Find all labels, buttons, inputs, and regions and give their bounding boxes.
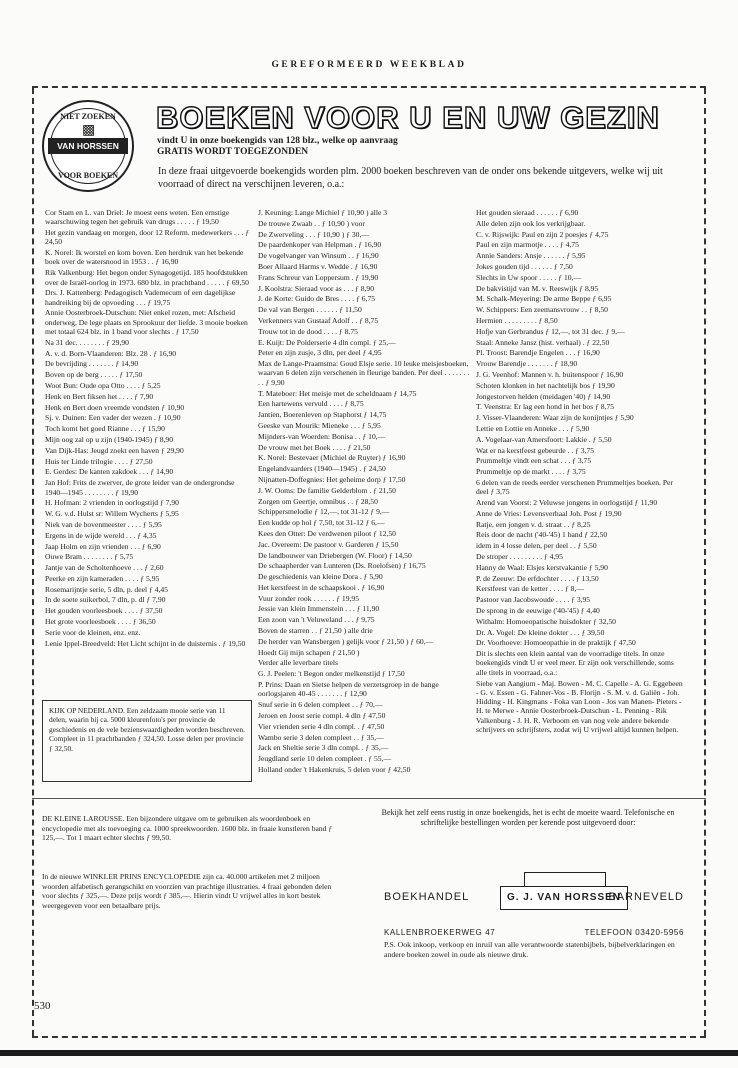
book-entry: Schoten klonken in het nachtelijk bos ƒ 19,90 [476,380,615,390]
border-top [32,86,706,88]
book-entry: Paul en zijn marmotje . . . . ƒ 4,75 [476,240,579,250]
book-entry: Lenie Ippel-Breedveld: Het Licht schijnt in de duisternis . ƒ 19,50 [45,638,246,648]
book-entry: Snuf serie in 6 delen compleet . . ƒ 70,— [258,700,383,710]
shop-roof-shape [524,872,606,887]
book-list-column-3 [476,208,684,736]
shop-address-line [384,928,684,937]
book-entry: Holland onder 't Hakenkruis, 5 delen voor ƒ 42,50 [258,764,411,774]
book-entry: Jack en Sheltie serie 3 dln compl. . ƒ 35,— [258,743,389,753]
book-entry: A. Vogelaar-van Amersfoort: Lakkie . ƒ 5,50 [476,434,612,444]
book-entry: Engelandvaarders (1940—1945) . ƒ 24,50 [258,464,386,474]
book-entry: J. Visser-Vlaanderen: Waar zijn de konijntjes ƒ 5,90 [476,413,634,423]
seal-top-text: NIET ZOEKEN [60,112,116,121]
book-entry: Na 31 dec. . . . . . . . ƒ 29,90 [45,337,129,347]
book-entry: Het gouden voorleesboek . . . . ƒ 37,50 [45,606,163,616]
book-entry: De val van Bergen . . . . . . ƒ 11,50 [258,305,362,315]
book-entry: Vuur zonder rook . . . . . . ƒ 19,95 [258,593,359,603]
book-entry: Ratje, een jongen v. d. straat . . ƒ 8,25 [476,519,591,529]
book-entry: A. v. d. Born-Vlaanderen: Blz. 28 . ƒ 16,90 [45,348,177,358]
book-entry: De vrouw met het Boek . . . . ƒ 21,50 [258,442,371,452]
book-entry: T. Mateboer: Het meisje met de scheldnaam ƒ 14,75 [258,388,417,398]
postscript: P.S. Ook inkoop, verkoop en inruil van alle verantwoorde statenbijbels, bijbelverklaringen en andere boeken zowel in oude als nieuwe druk. [384,940,675,959]
book-entry: Henk en Bert fiksen het . . . . ƒ 7,90 [45,391,154,401]
book-entry: Arend van Voorst: 2 Veluwse jongens in oorlogstijd ƒ 11,90 [476,498,658,508]
book-entry: Jeroen en Joost serie compl. 4 dln ƒ 47,50 [258,710,386,720]
book-entry: Verkenners van Gustaaf Adolf . . ƒ 8,75 [258,315,379,325]
book-entry: De geschiedenis van kleine Dora . ƒ 5,90 [258,572,383,582]
subheadline-line-1: vindt U in onze boekengids van 128 blz., welke op aanvraag [157,136,398,146]
book-entry: Annie Oosterbroek-Dutschun: Niet enkel rozen, met: Afscheid onderweg, De lege plaats en Sprookuur der liefde. 3 mooie boeken met totaal 624 blz. in 1 band voor slechts . ƒ 17,50 [45,308,248,337]
running-head: GEREFORMEERD WEEKBLAD [271,60,467,70]
book-entry: Staal: Anneke Jansz (hist. verhaal) . ƒ 22,50 [476,337,610,347]
shop-name: G. J. VAN HORSSEN [500,886,628,910]
book-entry: Alle delen zijn ook los verkrijgbaar. [476,218,586,228]
book-entry: Ergens in de wijde wereld . . . ƒ 4,35 [45,530,157,540]
book-entry: Annie Sanders: Ansje . . . . . . ƒ 5,95 [476,251,586,261]
book-entry: Trouw tot in de dood . . . . ƒ 8,75 [258,326,358,336]
shop-label-left: BOEKHANDEL [384,891,470,903]
book-entry: Een zoon van 't Veluweland . . . ƒ 9,75 [258,615,375,625]
book-entry: Rosemarijntje serie, 5 dln, p. deel ƒ 4,45 [45,584,168,594]
book-entry: De sprong in de eeuwige ('40-'45) ƒ 4,40 [476,605,600,615]
book-entry: Pastoor van Jacobswoude . . . . ƒ 3,95 [476,595,591,605]
book-entry: Een kudde op hol ƒ 7,50, tot 31-12 ƒ 6,— [258,518,385,528]
book-entry: W. Schippers: Een zeemansvrouw . . ƒ 8,50 [476,305,608,315]
book-entry: Wambo serie 3 delen compleet . . ƒ 35,— [258,732,384,742]
book-entry: Lettie en Lottie en Anneke . . . ƒ 5,90 [476,423,590,433]
book-entry: H. Hofman: 2 vrienden in oorlogstijd ƒ 7,90 [45,498,179,508]
book-entry: idem in 4 losse delen, per deel . . ƒ 5,50 [476,541,597,551]
book-entry: Niek van de bovenmeester . . . . ƒ 5,95 [45,519,162,529]
book-entry: De schaapherder van Lunteren (Ds. Roelofsen) ƒ 16,75 [258,561,426,571]
book-list-column-1 [45,208,250,649]
book-entry: Prummeltje vindt een schat . . . ƒ 3,75 [476,456,592,466]
book-entry: Kees den Otter: De verdwenen piloot ƒ 12,50 [258,528,396,538]
book-entry: Boer Allaard Harms v. Wedde . ƒ 16,90 [258,261,378,271]
book-entry: Peerke en zijn kameraden . . . . ƒ 5,95 [45,573,160,583]
book-entry: Peter en zijn zusje, 3 dln, per deel ƒ 4,95 [258,348,382,358]
book-entry: Cor Stam en L. van Driel: Je moest eens weten. Een ernstige waarschuwing tegen het gebruik van drugs . . . . . ƒ 19,50 [45,208,230,227]
book-entry: De bakvistijd van M. v. Reeswijk ƒ 8,95 [476,283,599,293]
book-entry: De Zwerveling . . . ƒ 10,90 ) ƒ 30,— [258,229,369,239]
book-entry: Het kerstfeest in de schaapskooi . ƒ 16,90 [258,582,385,592]
book-entry: De herder van Wansbergen ) gelijk voor ƒ 21,50 ) ƒ 60,— [258,636,434,646]
book-entry: Pl. Troost: Barendje Engelen . . . ƒ 16,90 [476,348,600,358]
book-entry: E. Kuijt: De Polderserie 4 dln compl. ƒ 25,— [258,337,396,347]
book-entry: De paardenkoper van Helpman . ƒ 16,90 [258,240,382,250]
book-entry: M. Schalk-Meyering: De arme Beppe ƒ 6,95 [476,294,612,304]
book-entry: Withalm: Homoeopatische huisdokter ƒ 32,50 [476,616,616,626]
book-entry: De landbouwer van Driebergen (W. Floor) ƒ 14,50 [258,550,412,560]
book-entry: Hanny de Waal: Elsjes kerstvakantie ƒ 5,90 [476,562,608,572]
book-entry: J. de Korte: Guido de Bres . . . . ƒ 6,75 [258,294,376,304]
book-entry: Anne de Vries: Levensverhaal Joh. Post ƒ 19,90 [476,508,622,518]
book-entry: De stroper . . . . . . . . . ƒ 4,95 [476,552,563,561]
book-entry: Huis ter Linde trilogie . . . . ƒ 27,50 [45,456,153,466]
book-entry: Frans Schreur van Loppersum . ƒ 19,90 [258,272,379,282]
book-entry: J. Keuning: Lange Michiel ƒ 10,90 ) alle 3 [258,208,388,217]
book-entry: Jantje van de Scholtenhoeve . . . ƒ 2,60 [45,563,164,573]
book-entry: Van Dijk-Has: Jeugd zoekt een haven ƒ 29,90 [45,445,184,455]
headline: BOEKEN VOOR U EN UW GEZIN [156,100,660,135]
book-entry: Dr. A. Vogel: De kleine dokter . . . ƒ 39,50 [476,627,605,637]
book-entry: Het grote voorleesboek . . . . ƒ 36,50 [45,617,156,627]
book-entry: De vogelvanger van Winsum . . ƒ 16,90 [258,251,379,261]
book-entry: Jeugdland serie 10 delen compleet . ƒ 55,— [258,754,392,764]
book-entry: Nijnatten-Doffegnies: Het geheime dorp ƒ 17,50 [258,474,406,484]
book-entry: Prummeltje op de markt . . . . ƒ 3,75 [476,467,586,477]
bottom-rule [0,1050,738,1056]
book-entry: 6 delen van de reeds eerder verschenen Prummeltjes boeken. Per deel ƒ 3,75 [476,477,673,497]
book-entry: Serie voor de kleinen, enz. enz. [45,627,141,637]
shop-label-right: BARNEVELD [608,891,684,903]
subheadline-line-2: GRATIS WORDT TOEGEZONDEN [157,147,309,157]
book-entry: Een hartewens vervuld . . . . ƒ 8,75 [258,399,364,409]
book-entry: Reis door de nacht ('40-'45) 1 band ƒ 22,50 [476,530,608,540]
book-entry: J. Koolstra: Sieraad voor as . . . ƒ 8,90 [258,283,374,293]
book-entry: K. Norel: Ik worstel en kom boven. Een herdruk van het bekende boek over de watersnood in 1953 . . ƒ 16,90 [45,248,244,267]
book-entry: W. G. v.d. Hulst sr: Willem Wycherts ƒ 5,95 [45,509,179,519]
book-entry: Hoedt Gij mijn schapen ƒ 21,50 ) [258,647,360,657]
book-entry: Jokes gouden tijd . . . . . . ƒ 7,50 [476,261,573,271]
order-invitation: Bekijk het zelf eens rustig in onze boekengids, het is echt de moeite waard. Telefonische en schriftelijke bestellingen worden per kerende post uitgevoerd door: [381,808,675,827]
book-entry: Zorgen om Geertje, omnibus . . ƒ 28,50 [258,496,378,506]
book-entry: Verder alle leverbare titels [258,658,338,668]
book-entry: Het gezin vandaag en morgen, door 12 Reform. medewerkers . . . ƒ 24,50 [45,228,250,247]
winkler-prins-ad: In de nieuwe WINKLER PRINS ENCYCLOPEDIE zijn ca. 40.000 artikelen met 2 miljoen woorden alfabetisch gerangschikt en voorzien van prachtige illustraties. 4 fraai gebonden delen voor slechts ƒ 325,—. Deze prijs wordt ƒ 385,—. Hierin vindt U vrijwel alles in kort bestek weergegeven voor een betaalbare prijs. [42,872,332,910]
book-entry: Mijnders-van Woerden: Bonisa . . ƒ 10,— [258,431,386,441]
book-entry: Ouwe Bram . . . . . . . . ƒ 5,75 [45,552,134,562]
book-entry: Mijn oog zal op u zijn (1940-1945) ƒ 8,90 [45,435,174,445]
book-entry: Jaap Holm en zijn vrienden . . . ƒ 6,90 [45,541,161,551]
border-right [704,88,706,1036]
section-divider [32,798,706,799]
bookshop-seal [42,100,134,192]
book-entry: C. v. Rijswijk: Paul en zijn 2 poesjes ƒ 4,75 [476,229,609,239]
book-entry: Vier vrienden serie 4 dln compl. . ƒ 47,50 [258,721,385,731]
book-entry: Jongestorven helden (meidagen '40) ƒ 14,90 [476,391,611,401]
book-entry: Het gouden sieraad . . . . . . ƒ 6,90 [476,208,579,217]
book-entry: G. J. Peelen: 't Begon onder melkenstijd ƒ 17,50 [258,669,405,679]
bookshop-sign [384,878,684,920]
book-entry: Slechts in Uw spoor . . . . . ƒ 10,— [476,272,582,282]
border-left [32,88,34,1036]
book-entry: J. G. Veenhof: Mannen v. h. buitenspoor ƒ 16,90 [476,369,624,379]
book-entry: Jac. Overeem: De pastoor v. Garderen ƒ 15,50 [258,539,399,549]
book-entry: Jessie van klein Immenstein . . . ƒ 11,90 [258,604,380,614]
book-entry: Dr. Voorhoeve: Homoeopathie in de praktijk ƒ 47,50 [476,638,636,648]
book-entry: Jan Hof: Frits de zwerver, de grote leider van de ondergrondse 1940—1945 . . . . . . . . ƒ 19,90 [45,478,235,497]
book-entry: Vrouw Barendje . . . . . . . ƒ 18,90 [476,359,578,369]
book-entry: Henk en Bert doen vreemde vondsten ƒ 10,90 [45,402,185,412]
larousse-ad: DE KLEINE LAROUSSE. Een bijzondere uitgave om te gebruiken als woordenboek en encyclopedie met als toevoeging ca. 1000 spreekwoorden. 1600 blz. in fraaie kunstleren band ƒ 125,—. Tot 1 maart echter slechts ƒ 99,50. [42,814,333,843]
book-entry: K. Norel: Bestevaer (Michiel de Ruyter) ƒ 16,90 [258,453,406,463]
shop-address: KALLENBROEKERWEG 47 [384,928,496,937]
book-entry: P. Prins: Daan en Sietse helpen de verzetsgroep in de bange oorlogsjaren 40-45 . . . . . . . ƒ 12,90 [258,680,439,699]
subheadline [157,136,398,158]
book-entry: Max de Lange-Praamsma: Goud Elsje serie. 10 leuke meisjesboeken, waarvan 6 delen zijn verschenen in fleurige banden. Per deel . . . . . . . . . ƒ 9,90 [258,359,470,387]
book-entry: Sj. v. Duinen: Een vader der wezen . ƒ 10,90 [45,413,181,423]
book-entry: In de soete suikerbol, 7 dln, p. dl ƒ 7,90 [45,595,166,605]
book-entry: T. Veenstra: Er lag een hond in het bos ƒ 8,75 [476,402,615,412]
book-entry: Wat er na kerstfeest gebeurde . . ƒ 3,75 [476,445,595,455]
book-entry: Siebe van Aangium - Maj. Bowen - M. C. Capelle - A. G. Eggebeen - G. v. Essen - G. Fahner-Vos - B. Florijn - S. M. v. d. Galiën - Joh. Hidding - H. Kingmans - Foka van Loon - Jos van Manen- Pieters - H. te Merwe - Annie Oosterbroek-Dutschun - L. Penning - Rik Valkenburg - J. H. R. Verboom en van nog vele andere bekende schrijvers en schrijfsters, zodat wij U vrijwel altijd kunnen helpen. [476,678,683,735]
book-entry: Hermien . . . . . . . . . ƒ 8,50 [476,315,558,325]
seal-bottom-text: VOOR BOEKEN [57,171,119,180]
book-entry: Boven op de berg . . . . . ƒ 17,50 [45,370,143,380]
book-entry: J. W. Ooms: De familie Gelderblom . ƒ 21,50 [258,485,396,495]
book-list-column-2 [258,208,470,776]
book-entry: Hofje van Gerbrandus ƒ 12,—, tot 31 dec. ƒ 9,— [476,326,625,336]
book-entry: Jantien, Boerenleven op Staphorst ƒ 14,75 [258,410,387,420]
book-entry: Geeske van Mourik: Mieneke . . . ƒ 5,95 [258,420,381,430]
page-number: 530 [34,1000,51,1012]
book-entry: Schippersmelodie ƒ 12,—, tot 31-12 ƒ 9,— [258,507,390,517]
book-entry: Woot Bun: Oude opa Otto . . . . ƒ 5,25 [45,381,161,391]
kijk-op-nederland-box: KIJK OP NEDERLAND. Een zeldzaam mooie serie van 11 delen, waarin bij ca. 5000 kleurenfoto's per provincie de geschiedenis en de vele bezienswaardigheden worden beschreven. Compleet in 11 prachtbanden ƒ 324,50. Losse delen per provincie ƒ 32,50. [42,700,252,782]
book-entry: De trouwe Zwaab . . ƒ 10,90 ) voor [258,218,365,228]
reader-figure-icon: ▩ [82,123,96,138]
intro-paragraph: In deze fraai uitgevoerde boekengids worden plm. 2000 boeken beschreven van de onder ons bekende uitgevers, welke wij uit voorraad of direct na verschijnen leveren, o.a.: [158,166,663,190]
book-entry: Drs. J. Kattenberg: Pedagogisch Vademecum of een dagelijkse handreiking bij de opvoeding . . . ƒ 19,75 [45,288,236,307]
book-entry: Kerstfeest van de ketter . . . . ƒ 8,— [476,584,584,594]
seal-band-text: VAN HORSSEN [48,138,128,154]
book-entry: De bevrijding . . . . . . . ƒ 14,90 [45,359,139,369]
book-entry: E. Gerdes: De kanten zakdoek . . . ƒ 14,90 [45,467,174,477]
book-entry: Boven de starren . . ƒ 21,50 ) alle drie [258,626,373,636]
book-entry: Dit is slechts een klein aantal van de voorradige titels. In onze boekengids vindt U er veel meer. Er zijn ook verschillende, soms alle titels in voorraad, o.a.: [476,649,674,677]
border-bottom [32,1036,706,1038]
book-entry: P. de Zeeuw: De erfdochter . . . . ƒ 13,50 [476,573,599,583]
shop-phone: TELEFOON 03420-5956 [584,928,684,937]
book-entry: Toch komt het goed Rianne . . . ƒ 15,90 [45,424,165,434]
book-entry: Rik Valkenburg: Het begon onder Synagogetijd. 185 hoofdstukken over de Israël-oorlog in 1973. 680 blz. in prachtband . . . . . ƒ 69,50 [45,268,249,287]
